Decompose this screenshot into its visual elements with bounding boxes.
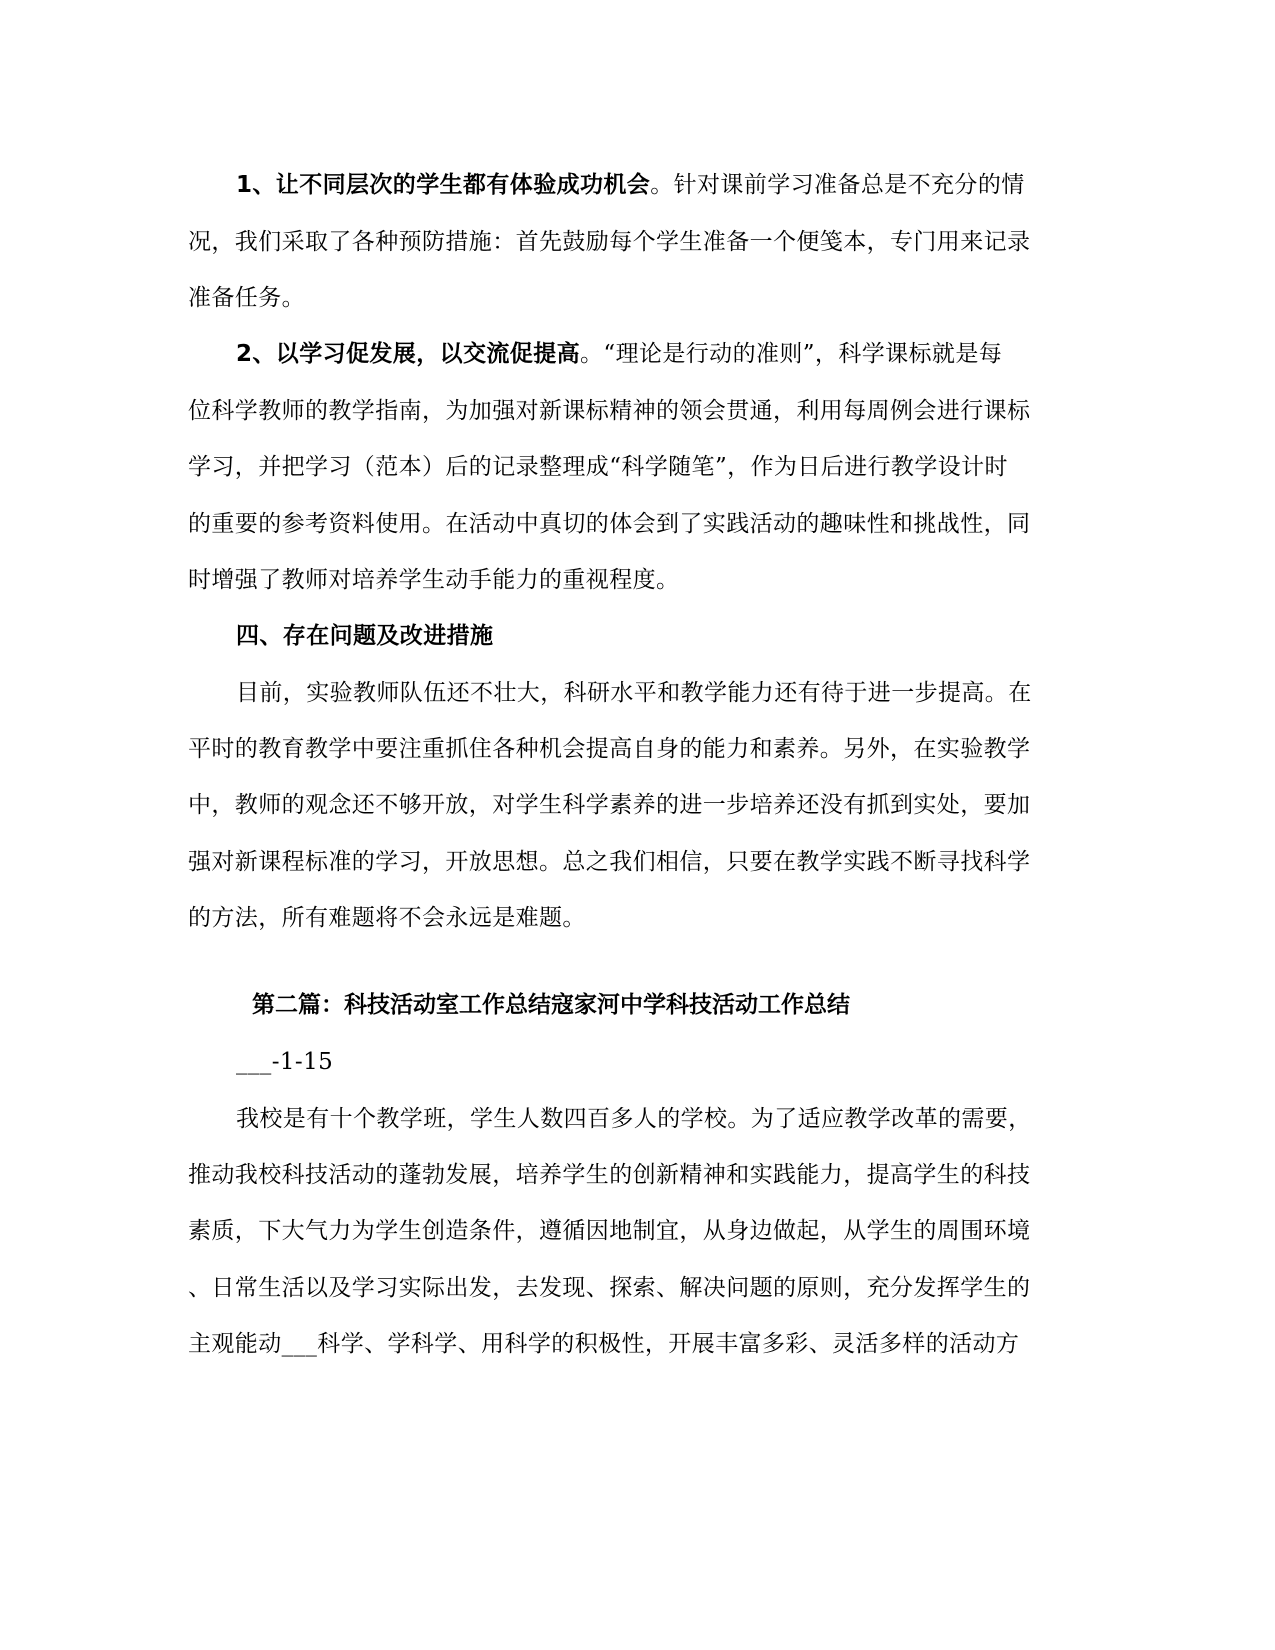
paragraph-1-line-2: 况，我们采取了各种预防措施：首先鼓励每个学生准备一个便笺本，专门用来记录 (188, 229, 1031, 255)
paragraph-1-line-1 (236, 170, 1025, 200)
section-4-line-4: 强对新课程标准的学习，开放思想。总之我们相信，只要在教学实践不断寻找科学 (188, 849, 1031, 875)
section-4-line-3: 中，教师的观念还不够开放，对学生科学素养的进一步培养还没有抓到实处，要加 (188, 792, 1031, 818)
article-2-line-4: 、日常生活以及学习实际出发，去发现、探索、解决问题的原则，充分发挥学生的 (188, 1275, 1031, 1301)
paragraph-2-line-1-text: 。“理论是行动的准则”，科学课标就是每 (580, 341, 1003, 367)
article-2-line-3: 素质，下大气力为学生创造条件，遵循因地制宜，从身边做起，从学生的周围环境 (188, 1218, 1031, 1244)
section-4-line-5: 的方法，所有难题将不会永远是难题。 (188, 905, 586, 931)
paragraph-1-line-1-text: 。针对课前学习准备总是不充分的情 (650, 172, 1025, 198)
paragraph-2-line-2: 位科学教师的教学指南，为加强对新课标精神的领会贯通，利用每周例会进行课标 (188, 398, 1031, 424)
section-4-heading: 四、存在问题及改进措施 (236, 623, 494, 649)
paragraph-2-line-3: 学习，并把学习（范本）后的记录整理成“科学随笔”，作为日后进行教学设计时 (188, 454, 1008, 480)
section-4-line-1: 目前，实验教师队伍还不壮大，科研水平和教学能力还有待于进一步提高。在 (236, 680, 1032, 706)
article-2-date: ___-1-15 (236, 1049, 334, 1075)
section-4-line-2: 平时的教育教学中要注重抓住各种机会提高自身的能力和素养。另外，在实验教学 (188, 736, 1031, 762)
article-2-title: 第二篇：科技活动室工作总结寇家河中学科技活动工作总结 (252, 992, 850, 1018)
paragraph-2-line-5: 时增强了教师对培养学生动手能力的重视程度。 (188, 567, 680, 593)
paragraph-2-line-1 (236, 339, 1002, 369)
article-2-line-1: 我校是有十个教学班，学生人数四百多人的学校。为了适应教学改革的需要， (236, 1106, 1032, 1132)
article-2-line-5: 主观能动___科学、学科学、用科学的积极性，开展丰富多彩、灵活多样的活动方 (188, 1331, 1020, 1357)
paragraph-1-line-3: 准备任务。 (188, 285, 305, 311)
paragraph-1-bold-lead: 1、让不同层次的学生都有体验成功机会 (236, 172, 651, 198)
paragraph-2-bold-lead: 2、以学习促发展，以交流促提高 (236, 341, 581, 367)
paragraph-2-line-4: 的重要的参考资料使用。在活动中真切的体会到了实践活动的趣味性和挑战性，同 (188, 511, 1031, 537)
article-2-line-2: 推动我校科技活动的蓬勃发展，培养学生的创新精神和实践能力，提高学生的科技 (188, 1162, 1031, 1188)
